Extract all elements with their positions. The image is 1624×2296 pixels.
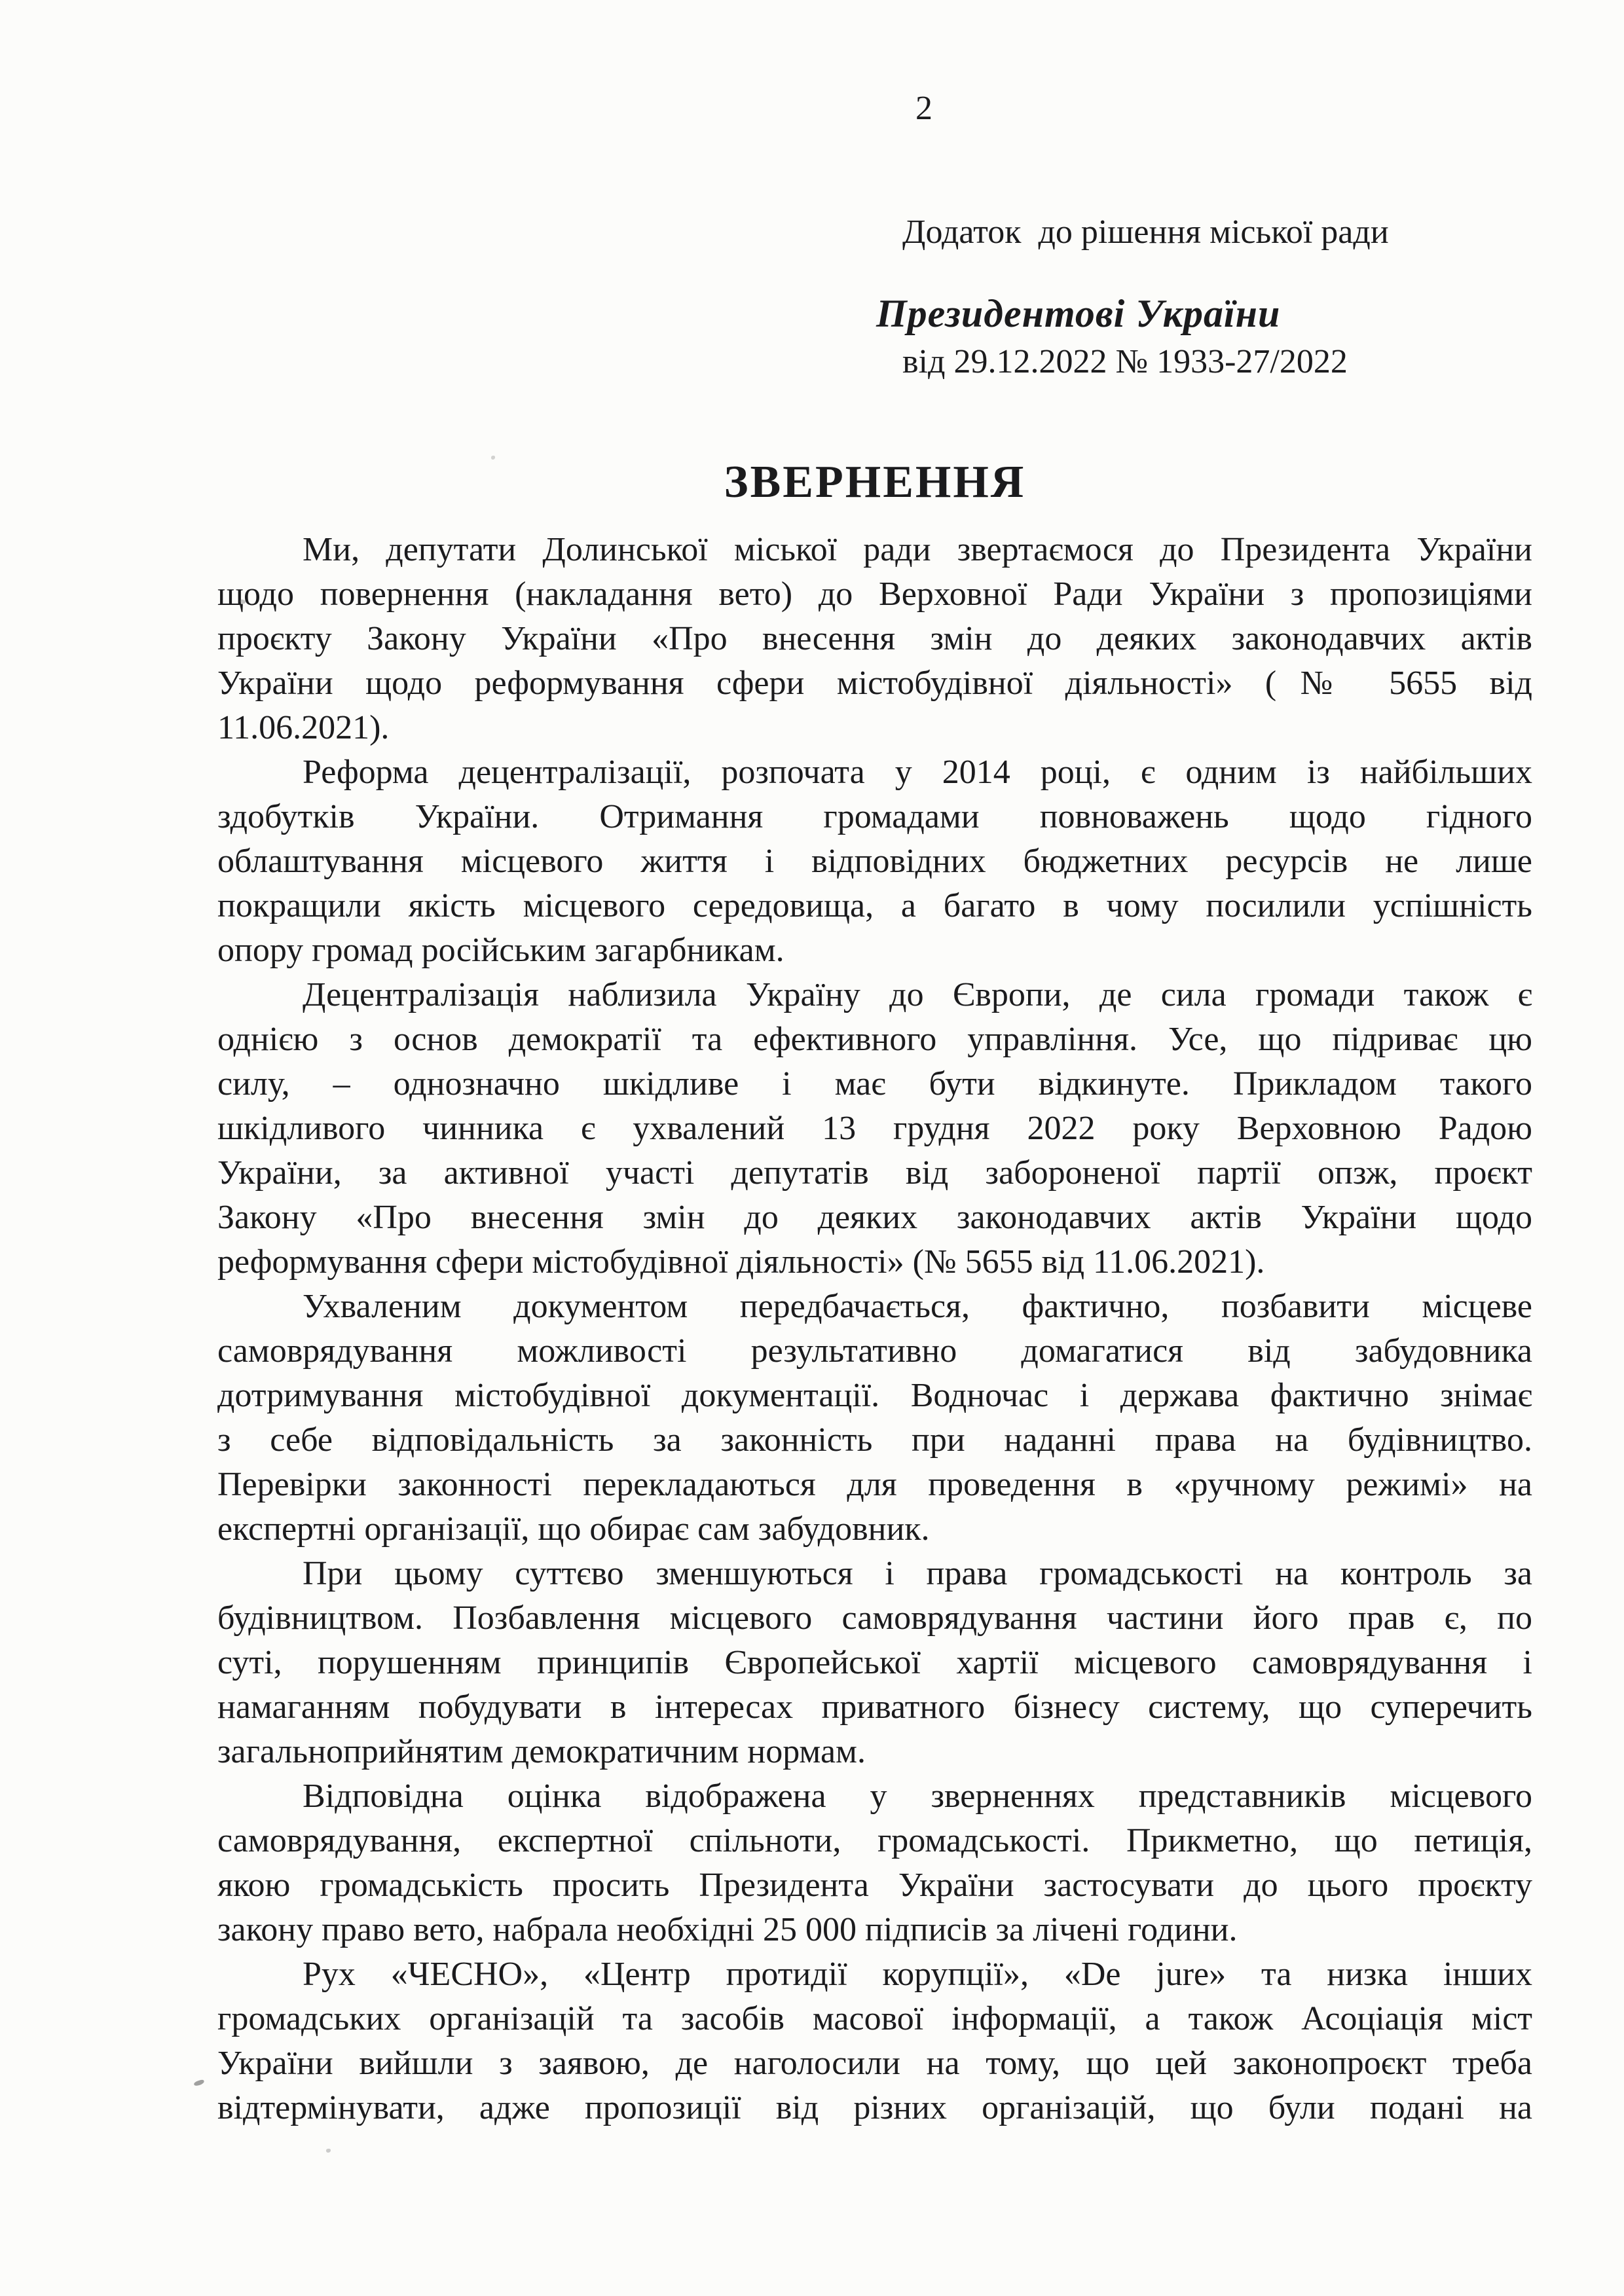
scan-artifact bbox=[326, 2149, 331, 2153]
body-line: шкідливого чинника є ухвалений 13 грудня 2022 року Верховною Радою bbox=[217, 1110, 1532, 1147]
body-line: силу, – однозначно шкідливе і має бути відкинуте. Прикладом такого bbox=[217, 1065, 1532, 1102]
body-line: самоврядування можливості результативно домагатися від забудовника bbox=[217, 1332, 1532, 1370]
page-number: 2 bbox=[915, 90, 932, 127]
body-line: Перевірки законності перекладаються для проведення в «ручному режимі» на bbox=[217, 1466, 1532, 1503]
body-line: При цьому суттєво зменшуються і права громадськості на контроль за bbox=[303, 1555, 1532, 1592]
scan-artifact bbox=[193, 2079, 204, 2087]
body-line: громадських організацій та засобів масової інформації, а також Асоціація міст bbox=[217, 2000, 1532, 2037]
body-line: експертні організації, що обирає сам забудовник. bbox=[217, 1510, 930, 1548]
body-line: суті, порушенням принципів Європейської хартії місцевого самоврядування і bbox=[217, 1644, 1532, 1681]
body-line: Відповідна оцінка відображена у зверненнях представників місцевого bbox=[303, 1777, 1532, 1815]
header-line-appendix: Додаток до рішення міської ради bbox=[902, 213, 1389, 251]
body-line: намаганням побудувати в інтересах приватного бізнесу систему, що суперечить bbox=[217, 1688, 1532, 1726]
body-line: покращили якість місцевого середовища, а багато в чому посилили успішність bbox=[217, 887, 1532, 924]
body-line: Реформа децентралізації, розпочата у 2014 році, є одним із найбільших bbox=[303, 754, 1532, 791]
document-title: ЗВЕРНЕННЯ bbox=[724, 457, 1026, 507]
body-line: Ухваленим документом передбачається, фактично, позбавити місцеве bbox=[303, 1288, 1532, 1325]
body-line: відтермінувати, адже пропозиції від різних організацій, що були подані на bbox=[217, 2089, 1532, 2126]
body-line: облаштування місцевого життя і відповідних бюджетних ресурсів не лише bbox=[217, 843, 1532, 880]
body-line: щодо повернення (накладання вето) до Верховної Ради України з пропозиціями bbox=[217, 575, 1532, 613]
header-line-decision-number: від 29.12.2022 № 1933-27/2022 bbox=[902, 343, 1348, 380]
body-line: України щодо реформування сфери містобудівної діяльності» (№ 5655 від bbox=[217, 665, 1532, 702]
addressee: Президентові України bbox=[876, 292, 1281, 335]
body-line: Закону «Про внесення змін до деяких законодавчих актів України щодо bbox=[217, 1199, 1532, 1236]
body-line: з себе відповідальність за законність при наданні права на будівництво. bbox=[217, 1421, 1532, 1459]
body-line: проєкту Закону України «Про внесення змін до деяких законодавчих актів bbox=[217, 620, 1532, 657]
body-line: загальноприйнятим демократичним нормам. bbox=[217, 1733, 866, 1770]
body-line: здобутків України. Отримання громадами повноважень щодо гідного bbox=[217, 798, 1532, 835]
body-line: дотримування містобудівної документації. Водночас і держава фактично знімає bbox=[217, 1377, 1532, 1414]
body-line: реформування сфери містобудівної діяльності» (№ 5655 від 11.06.2021). bbox=[217, 1243, 1265, 1281]
body-line: опору громад російським загарбникам. bbox=[217, 932, 784, 969]
body-line: самоврядування, експертної спільноти, громадськості. Прикметно, що петиція, bbox=[217, 1822, 1532, 1859]
body-line: України, за активної участі депутатів від забороненої партії опзж, проєкт bbox=[217, 1154, 1532, 1192]
body-line: України вийшли з заявою, де наголосили на тому, що цей законопроєкт треба bbox=[217, 2045, 1532, 2082]
body-line: однією з основ демократії та ефективного управління. Усе, що підриває цю bbox=[217, 1021, 1532, 1058]
body-line: якою громадськість просить Президента України застосувати до цього проєкту bbox=[217, 1867, 1532, 1904]
body-line: закону право вето, набрала необхідні 25 000 підписів за лічені години. bbox=[217, 1911, 1238, 1948]
body-line: будівництвом. Позбавлення місцевого самоврядування частини його прав є, по bbox=[217, 1599, 1532, 1637]
body-line: Децентралізація наблизила Україну до Європи, де сила громади також є bbox=[303, 976, 1532, 1013]
document-body bbox=[217, 528, 1532, 2130]
body-line: Ми, депутати Долинської міської ради звертаємося до Президента України bbox=[303, 531, 1532, 568]
body-line: 11.06.2021). bbox=[217, 709, 390, 746]
body-line: Рух «ЧЕСНО», «Центр протидії корупції», «De jure» та низка інших bbox=[303, 1956, 1532, 1993]
